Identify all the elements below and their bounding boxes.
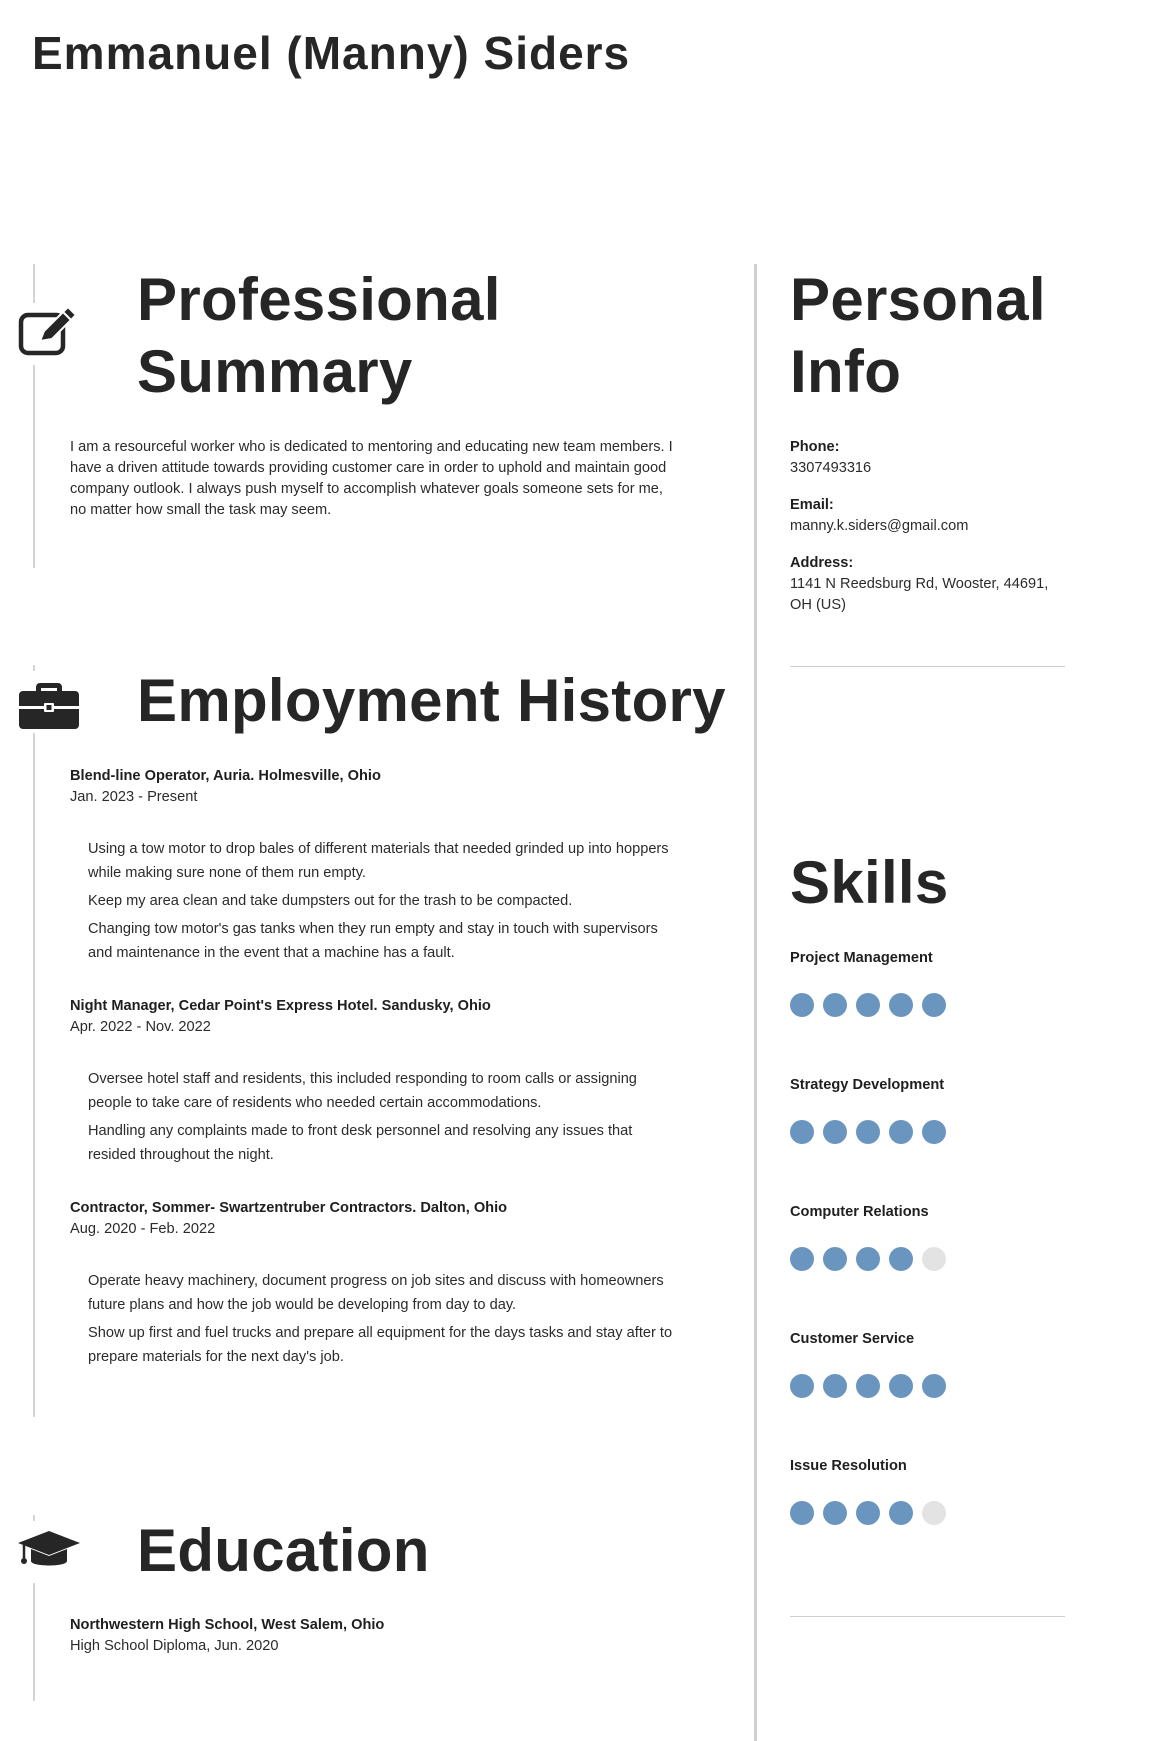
job-bullet: Keep my area clean and take dumpsters out for the trash to be compacted. xyxy=(88,893,573,909)
job-title: Contractor, Sommer- Swartzentruber Contractors. Dalton, Ohio xyxy=(70,1200,508,1216)
skill-dot-filled xyxy=(823,993,847,1017)
graduation-cap-icon xyxy=(18,1521,80,1583)
skill-name: Issue Resolution xyxy=(790,1458,907,1474)
skill-dot-filled xyxy=(922,1374,946,1398)
job-bullet: Using a tow motor to drop bales of different materials that needed grinded up into hoppers while making sure none of them run empty. xyxy=(88,841,669,881)
resume-name: Emmanuel (Manny) Siders xyxy=(32,27,631,79)
job-title: Blend-line Operator, Auria. Holmesville, Ohio xyxy=(70,768,381,784)
job-dates: Aug. 2020 - Feb. 2022 xyxy=(70,1221,216,1237)
summary-heading-line2: Summary xyxy=(137,338,413,405)
email-value: manny.k.siders@gmail.com xyxy=(790,518,969,534)
briefcase-icon xyxy=(18,671,80,733)
skill-rating xyxy=(790,993,1070,1017)
personal-divider xyxy=(790,666,1065,667)
employment-heading: Employment History xyxy=(137,667,726,734)
skill-rating xyxy=(790,1247,1070,1271)
summary-line: company outlook. I always push myself to accomplish whatever goals someone sets for me, xyxy=(70,481,663,497)
job-bullet: Handling any complaints made to front desk personnel and resolving any issues that resided throughout the night. xyxy=(88,1123,633,1163)
skill-dot-filled xyxy=(889,1501,913,1525)
phone-label: Phone: xyxy=(790,439,840,455)
skill-item xyxy=(790,948,1070,1075)
column-divider xyxy=(754,264,757,1741)
job-bullets xyxy=(88,1269,718,1373)
summary-line: no matter how small the task may seem. xyxy=(70,502,332,518)
personal-heading-line2: Info xyxy=(790,338,902,405)
skill-dot-filled xyxy=(922,1120,946,1144)
skill-item xyxy=(790,1075,1070,1202)
summary-line: I am a resourceful worker who is dedicated to mentoring and educating new team members. I xyxy=(70,439,673,455)
phone-value: 3307493316 xyxy=(790,460,872,476)
education-detail: High School Diploma, Jun. 2020 xyxy=(70,1638,279,1654)
job-dates: Jan. 2023 - Present xyxy=(70,789,198,805)
skill-dot-filled xyxy=(856,1501,880,1525)
personal-info xyxy=(790,437,1080,616)
personal-heading-line1: Personal xyxy=(790,266,1046,333)
address-line: 1141 N Reedsburg Rd, Wooster, 44691, xyxy=(790,576,1049,592)
skill-dot-filled xyxy=(889,1120,913,1144)
summary-heading xyxy=(137,264,501,408)
email-label: Email: xyxy=(790,497,834,513)
skill-dot-filled xyxy=(889,1374,913,1398)
skills-list xyxy=(790,948,1070,1583)
skill-dot-filled xyxy=(823,1247,847,1271)
skill-dot-filled xyxy=(790,1120,814,1144)
summary-text xyxy=(70,437,710,521)
skill-rating xyxy=(790,1374,1070,1398)
job-bullets xyxy=(88,1067,718,1171)
skill-dot-filled xyxy=(790,1374,814,1398)
job-bullet: Oversee hotel staff and residents, this included responding to room calls or assigning people to take care of residents who needed certain accommodations. xyxy=(88,1071,637,1111)
skill-rating xyxy=(790,1501,1070,1525)
skill-name: Strategy Development xyxy=(790,1077,945,1093)
job-title: Night Manager, Cedar Point's Express Hotel. Sandusky, Ohio xyxy=(70,998,491,1014)
skill-dot-filled xyxy=(823,1120,847,1144)
skill-dot-filled xyxy=(856,993,880,1017)
skill-dot-filled xyxy=(922,993,946,1017)
job-bullets xyxy=(88,837,718,969)
education-entry xyxy=(70,1615,710,1657)
skill-item xyxy=(790,1202,1070,1329)
skill-dot-filled xyxy=(790,1247,814,1271)
employment-timeline-line xyxy=(33,665,35,1417)
skill-rating xyxy=(790,1120,1070,1144)
skill-dot-empty xyxy=(922,1247,946,1271)
skill-name: Customer Service xyxy=(790,1331,915,1347)
skill-dot-filled xyxy=(823,1374,847,1398)
job-entry xyxy=(70,996,710,1038)
skill-dot-filled xyxy=(790,993,814,1017)
skill-item xyxy=(790,1456,1070,1583)
job-bullet: Changing tow motor's gas tanks when they run empty and stay in touch with supervisors and maintenance in the event that a machine has a fault. xyxy=(88,921,658,961)
skills-divider xyxy=(790,1616,1065,1617)
summary-line: have a driven attitude towards providing customer care in order to uphold and maintain good xyxy=(70,460,667,476)
address-line: OH (US) xyxy=(790,597,846,613)
pencil-square-icon xyxy=(18,303,80,365)
job-entry xyxy=(70,766,710,808)
skill-dot-filled xyxy=(856,1374,880,1398)
school-name: Northwestern High School, West Salem, Ohio xyxy=(70,1617,385,1633)
skill-name: Project Management xyxy=(790,950,933,966)
skill-dot-filled xyxy=(790,1501,814,1525)
address-label: Address: xyxy=(790,555,854,571)
job-bullet: Operate heavy machinery, document progress on job sites and discuss with homeowners future plans and how the job would be developing from day to day. xyxy=(88,1273,664,1313)
skill-dot-filled xyxy=(823,1501,847,1525)
job-entry xyxy=(70,1198,710,1240)
skill-dot-filled xyxy=(856,1247,880,1271)
job-dates: Apr. 2022 - Nov. 2022 xyxy=(70,1019,211,1035)
skill-dot-filled xyxy=(889,993,913,1017)
skill-name: Computer Relations xyxy=(790,1204,929,1220)
personal-heading xyxy=(790,264,1046,408)
skill-dot-filled xyxy=(856,1120,880,1144)
skills-heading: Skills xyxy=(790,849,949,916)
job-bullet: Show up first and fuel trucks and prepare all equipment for the days tasks and stay after to prepare materials for the next day's job. xyxy=(88,1325,673,1365)
skill-dot-empty xyxy=(922,1501,946,1525)
education-heading: Education xyxy=(137,1517,430,1584)
skill-dot-filled xyxy=(889,1247,913,1271)
summary-heading-line1: Professional xyxy=(137,266,501,333)
skill-item xyxy=(790,1329,1070,1456)
